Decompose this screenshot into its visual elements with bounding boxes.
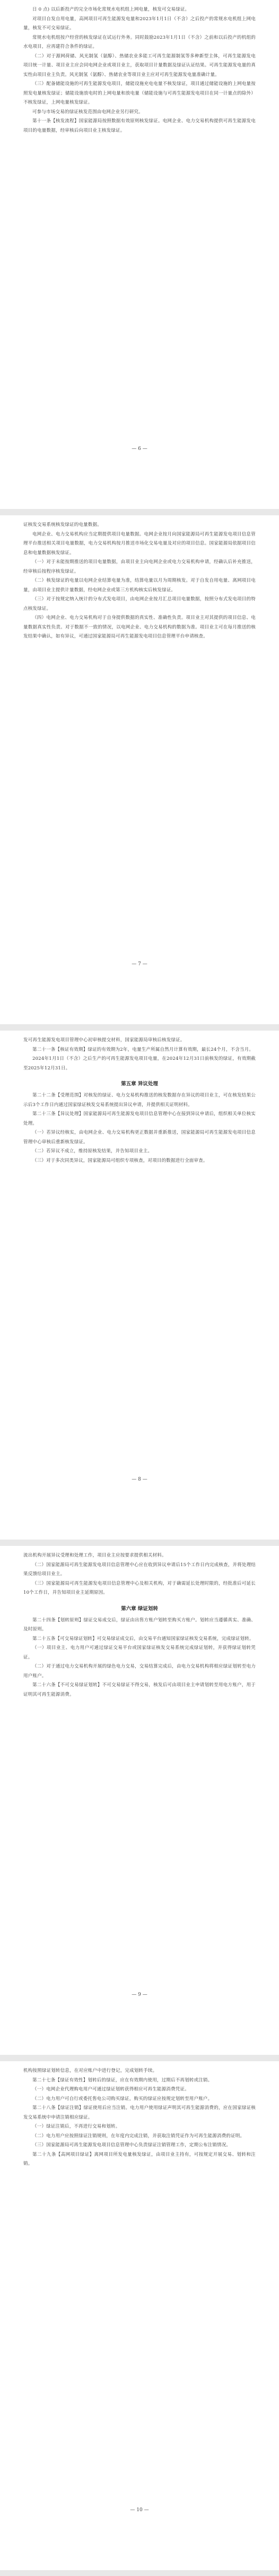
paragraph: 机构按照绿证划转信息，在对应账户中进行登记，完成划转手续。 xyxy=(23,2068,158,2073)
paragraph: 第二十四条【划转原则】绿证交易成交后，绿证由出售方账户划转至购买方账户。划转应当遵循真实、准确、及时原则。 xyxy=(23,1617,256,1632)
paragraph: （一）对于未能按期推送的项目电量数据，由项目业主向电网企业或电力交易机构申请，经确认后补充推送，经审核后按程序核发绿证。 xyxy=(23,559,256,574)
paragraph: 第二十三条【异议处理】国家能源局可再生能源发电项目信息管理中心在接到异议申请后，组织相关单位核实处理。 xyxy=(23,1111,256,1126)
chapter-heading: 第六章 绿证划转 xyxy=(121,1605,158,1612)
page-number: — 8 — xyxy=(132,1477,147,1482)
paragraph: 可参与市场交易的绿证核发范围由电网企业另行研究。 xyxy=(32,109,143,115)
paragraph: 第十一条【核发流程】国家能源局按照数据有效原则核发绿证。电网企业、电力交易机构提供可再生能源发电项目的电量数据，经审核后向项目业主核发绿证。 xyxy=(23,118,256,133)
paragraph: （一）若异议经核实，由电网企业、电力交易机构更正数据并重新推送，国家能源局可再生能源发电项目信息管理中心审核后重新核发绿证。 xyxy=(23,1130,256,1145)
paragraph: 日 0 点) 以后新投产的完全市场化常规水电机组上网电量，核发可交易绿证。 xyxy=(32,7,190,12)
document-page xyxy=(0,1546,279,2055)
paragraph: 常规水电机组按户经营的核发绿证在试运行外务。同时鼓励2023年1月1日（不含）之前和以后投产的机组的水电项目，应再建符合条件的绿证。 xyxy=(23,35,256,49)
paragraph: 对项目自发自用电量，高网项目可再生能源发电量和2023年1月1日（不含）之后投产的常规水电机组上网电量，核发不可交易绿证。 xyxy=(23,16,256,31)
document-page xyxy=(0,515,279,1024)
page-content xyxy=(0,1031,279,1166)
document-page xyxy=(0,1031,279,1540)
paragraph: （二）对于源网荷储、风光制氢（氨醇）、热储农业多能工可再生能源制氢等多种新型主体，可再生能源发电项目统一计量、项目业主应会同电网企业或项目业主，获取项目计量数据及绿证认证结果。可再生能源发电量的真实性由项目业主负责。风光制氢（氨醇）、热储农业等项目业主应对可再生能源发电量准确计量。 xyxy=(23,53,256,78)
paragraph: 第二十九条【高网项目绿证】离网项目所发电量核发绿证，由项目业主持有，可按规定开展交易、划转和注销。 xyxy=(23,2152,256,2166)
paragraph: 第二十六条【不可交易绿证划转】不可交易绿证不得交易，核发后可由项目业主申请划转至用电方账户，用于证明其可再生能源消费。 xyxy=(23,1682,256,1697)
paragraph: 电网企业、电力交易机构应当定期提供项目电量数据。电网企业按月向国家能源局可再生能源发电项目信息管理平台推送相关项目电量数据，电力交易机构按月推送市场化交易电量及对应的项目信息。国家能源局依据项目信息和电量数据核发绿证。 xyxy=(23,531,256,556)
page-number: — 9 — xyxy=(132,1992,147,1997)
paragraph: （三）对于按规定纳入统计的分布式发电项目，由电网企业按月汇总项目电量数据，按照分布式发电项目的特点核发绿证。 xyxy=(23,597,256,611)
page-content xyxy=(0,1546,279,1699)
paragraph: （二）核发绿证的电量以电网企业结算电量为准，结算电量以月为周期核发。对于自发自用电量、离网项目电量，由项目业主提供计量数据，经电网企业或第三方机构核实后核发绿证。 xyxy=(23,578,256,593)
paragraph: 流出机构开展异议受理和处理工作，项目业主应按要求提供相关材料。 xyxy=(23,1553,167,1558)
paragraph: （二）国家能源局可再生能源发电项目信息管理中心应在收到异议申请后15个工作日内完成核查，并将处理结果反馈给项目业主。 xyxy=(23,1562,256,1577)
paragraph: （二）电力用户可自行或委托售电公司购买绿证，购买的绿证应按规定划转至用户账户。 xyxy=(32,2096,213,2102)
paragraph: 第二十二条【受理范围】对核发的绿证、电力交易机构推送的核发数据存在异议的项目业主，可在核发结果公示后3个工作日内通过国家绿证核发交易系统提出异议申请，并提供相关证明材料。 xyxy=(23,1093,256,1108)
paragraph: （三）对于多次同类异议，国家能源局可组织专项核查，对项目的数据进行全面审查。 xyxy=(32,1158,208,1163)
paragraph: 第二十一条【核证有效期】绿证的有效期为2年，电量生产所属自然月计算有效期，最长24个月，不含当月。 xyxy=(32,1047,254,1052)
page-number: — 10 — xyxy=(130,2507,149,2513)
paragraph: （四）电网企业、电力交易机构对于自身提供数据的真实性、准确性负责。项目业主对其提供的项目信息、电量数据真实性负责。对于数据不一致的情况，以电网企业、电力交易机构的数据为准。项目业主可在每月推送的核发结果中确认，如有异议，可通过国家能源局可再生能源发电项目信息管理平台申请核查。 xyxy=(23,615,256,639)
paragraph: （一）绿证注销后，不再进行交易和划转。 xyxy=(32,2124,120,2129)
page-content xyxy=(0,0,279,135)
paragraph: （三）配备储能设施的可再生能源发电项目，储能设施充电电量不核发绿证，项目通过储能设施的上网电量按照发电量核发绿证；储能设施放电时的上网电量和放电量（储能设施与可再生能源发电项目在同一计量点的除外）不核发绿证，上网电量核发绿证。 xyxy=(23,81,256,105)
page-number: — 7 — xyxy=(132,962,147,967)
paragraph: 发可再生能源发电项目管理中心初审核提交材料，国家能源局审核后核发绿证。 xyxy=(23,1038,185,1043)
document-page xyxy=(0,2061,279,2570)
page-number: — 6 — xyxy=(132,446,147,452)
paragraph: 第二十七条【绿证有效性】划转后的绿证，应在有效期内使用，过期后不再划转或注销。 xyxy=(32,2077,213,2083)
paragraph: 第二十八条【绿证注销】绿证使用后应当注销。电力用户使用绿证声明其可再生能源消费的，应在国家绿证核发交易系统中申请注销相应绿证。 xyxy=(23,2105,256,2120)
paragraph: 第二十五条【可交易绿证划转】可交易绿证成交后，由交易平台通知国家绿证核发交易系统，完成绿证划转。 xyxy=(32,1636,254,1642)
chapter-heading: 第五章 异议处理 xyxy=(121,1081,158,1087)
paragraph: 2024年1月1日（不含）之后生产的可再生能源发电项目电量，在2024年12月31日前核发的绿证，有效期截至2025年12月31日。 xyxy=(23,1056,256,1071)
paragraph: （二）对于通过电力交易机构开展的绿色电力交易，交易结算完成后，由电力交易机构将相应绿证划转至电力用户账户。 xyxy=(23,1664,256,1679)
page-content xyxy=(0,515,279,642)
paragraph: （三）国家能源局可再生能源发电项目信息管理中心及相关机构，对于确需延长处理时限的，经批准后可延长10个工作日，并告知项目业主延期原因。 xyxy=(23,1580,256,1595)
paragraph: （二）电力用户应按照绿证注销规则，在年度内完成注销，并获取注销凭证作为可再生能源消费的证明。 xyxy=(32,2133,245,2139)
paragraph: （一）项目业主、电力用户可通过绿证交易平台或国家绿证核发交易系统完成绿证划转，并获得绿证划转凭证。 xyxy=(23,1645,256,1660)
page-content xyxy=(0,2061,279,2169)
paragraph: （三）国家能源局可再生能源发电项目信息管理中心负责绿证注销管理工作，定期公布注销情况。 xyxy=(32,2143,231,2148)
paragraph: （一）电网企业代理购电用户可通过绿证划转获得相应可再生能源消费凭证。 xyxy=(32,2087,189,2092)
document-page xyxy=(0,0,279,509)
paragraph: （二）若异议不成立，维持原核发结果，并告知项目业主。 xyxy=(32,1149,153,1154)
paragraph: 证核发交易系统核发绿证的电量数据。 xyxy=(23,522,102,528)
